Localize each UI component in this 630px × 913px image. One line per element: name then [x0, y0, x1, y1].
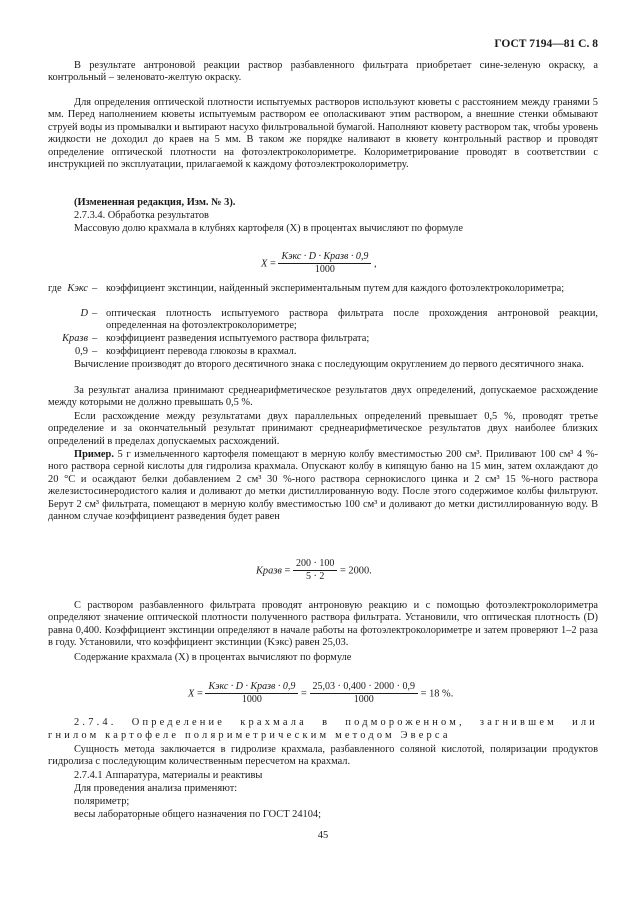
definition-symbol: D	[80, 308, 88, 319]
definition-text: коэффициент перевода глюкозы в крахмал.	[106, 346, 297, 357]
formula3-eq2: =	[301, 688, 307, 700]
paragraph-result-average: За результат анализа принимают среднеарифметическое результатов двух определений, допускаемое расхождение между которыми не должно превышать 0,5 %.	[48, 385, 598, 409]
paragraph-example	[48, 449, 598, 523]
example-label: Пример.	[74, 449, 114, 460]
paragraph-mass-fraction: Массовую долю крахмала в клубнях картофеля (X) в процентах вычисляют по формуле	[74, 223, 463, 234]
definition-symbol: Kэкс	[67, 283, 88, 294]
paragraph-antron-reaction: В результате антроновой реакции раствор разбавленного фильтрата приобретает сине-зеленую окраску, а контрольный – зеленовато-желтую окраску.	[48, 60, 598, 84]
formula2-lhs: Kразв	[256, 565, 282, 577]
section-2-7-4-heading: 2.7.4. Определение крахмала в подмороженном, загнившем или гнилом картофеле поляриметрическим методом Эверса	[48, 717, 598, 741]
formula-mass-fraction	[261, 251, 377, 277]
definition-dash: –	[92, 333, 98, 344]
paragraph-starch-content: Содержание крахмала (X) в процентах вычисляют по формуле	[74, 652, 352, 663]
formula1-fraction	[278, 251, 371, 277]
formula3-denominator-1: 1000	[241, 694, 262, 706]
paragraph-optical-density: Для определения оптической плотности испытуемых растворов используют кюветы с расстоянием между гранями 5 мм. Перед наполнением кюветы испытуемым раствором ее ополаскивают этим раствором, а внешние стенки обмывают струей воды из промывалки и вытирают насухо фильтровальной бумагой. Наполняют кювету раствором так, чтобы уровень жидкости не доходил до краев на 5 мм. В таком же порядке наливают в кювету контрольный раствор и проводят определение оптической плотности на фотоэлектроколориметре. Колориметрирование проводят в соответствии с инструкцией по эксплуатации, прилагаемой к каждому фотоэлектроколориметру.	[48, 97, 598, 171]
paragraph-method-essence: Сущность метода заключается в гидролизе крахмала, разбавленного соляной кислотой, поляризации продуктов гидролиза с последующим количественным пересчетом на крахмал.	[48, 744, 598, 768]
definition-text: оптическая плотность испытуемого раствора фильтрата после прохождения антроновой реакции, определенная на фотоэлектроколориметре;	[106, 308, 598, 332]
section-2-7-4-1-heading: 2.7.4.1 Аппаратура, материалы и реактивы	[74, 770, 263, 781]
paragraph-apparatus-intro: Для проведения анализа применяют:	[74, 783, 238, 794]
formula3-numerator-2: 25,03 · 0,400 · 2000 · 0,9	[310, 681, 419, 694]
formula3-fraction-2	[310, 681, 419, 707]
formula3-eq1: =	[196, 688, 203, 700]
definition-symbol: Kразв	[62, 333, 88, 344]
formula2-fraction	[293, 558, 337, 584]
formula2-eq: =	[284, 565, 291, 577]
formula1-numerator: Kэкс · D · Kразв · 0,9	[278, 251, 371, 264]
page-number: 45	[317, 830, 329, 841]
formula2-denominator: 5 · 2	[305, 571, 325, 583]
definition-dash: –	[92, 308, 98, 319]
paragraph-discrepancy: Если расхождение между результатами двух параллельных определений превышает 0,5 %, проводят третье определение и за окончательный результат принимают среднеарифметическое результатов двух наиболее близких определений в пределах допускаемых расхождений.	[48, 411, 598, 447]
formula3-numerator-1: Kэкс · D · Kразв · 0,9	[205, 681, 298, 694]
definition-text: коэффициент разведения испытуемого раствора фильтрата;	[106, 333, 370, 344]
definition-dash: –	[92, 283, 98, 294]
definition-symbol: 0,9	[75, 346, 88, 357]
example-text: 5 г измельченного картофеля помещают в мерную колбу вместимостью 200 см³. Приливают 100 см³ 4 %-ного раствора серной кислоты для гидролиза крахмала. Опускают колбу в кипящую баню на 15 мин, затем охлаждают до 20 °С и осаждают белки добавлением 2 см³ 30 %-ного раствора сернокислого цинка и 2 см³ 15 %-ного раствора железистосинеродистого калия и доливают до метки дистиллированную воду. После этого содержимое колбы фильтруют. Берут 2 см³ фильтрата, помещают в мерную колбу вместимостью 100 см³ и доливают до метки дистиллированную воду. В данном случае коэффициент разведения будет равен	[48, 449, 598, 523]
formula-starch-calculation	[188, 681, 453, 707]
formula3-denominator-2: 1000	[353, 694, 374, 706]
formula-dilution	[256, 558, 372, 584]
where-label: где	[48, 283, 62, 294]
section-2-7-3-4-heading: 2.7.3.4. Обработка результатов	[74, 210, 209, 221]
list-item-scales: весы лабораторные общего назначения по ГОСТ 24104;	[74, 809, 321, 820]
formula3-lhs: X	[188, 688, 195, 700]
amendment-note: (Измененная редакция, Изм. № 3).	[74, 197, 236, 208]
definition-dash: –	[92, 346, 98, 357]
list-item-polarimeter: поляриметр;	[74, 796, 130, 807]
formula2-rhs: = 2000.	[339, 565, 372, 577]
formula2-numerator: 200 · 100	[293, 558, 337, 571]
formula1-lhs: X	[261, 258, 268, 270]
page-header: ГОСТ 7194—81 С. 8	[494, 38, 598, 50]
definition-text: коэффициент экстинции, найденный экспериментальным путем для каждого фотоэлектроколориметра;	[106, 283, 565, 294]
formula1-eq: =	[269, 258, 276, 270]
paragraph-extinction-result: С раствором разбавленного фильтрата проводят антроновую реакцию и с помощью фотоэлектроколориметра определяют значение оптической плотности полученного раствора фильтрата. Установили, что оптическая плотность (D) равна 0,400. Коэффициент экстинции определяют в начале работы на фотоэлектроколориметре и затем проверяют 1–2 раза в году. Установили, что коэффициент экстинции (Kэкс) равен 25,03.	[48, 600, 598, 649]
formula1-tail: ,	[374, 258, 377, 270]
formula3-fraction-1	[205, 681, 298, 707]
formula3-rhs: = 18 %.	[420, 688, 454, 700]
formula1-denominator: 1000	[314, 264, 335, 276]
paragraph-rounding: Вычисление производят до второго десятичного знака с последующим округлением до первого десятичного знака.	[74, 359, 584, 370]
